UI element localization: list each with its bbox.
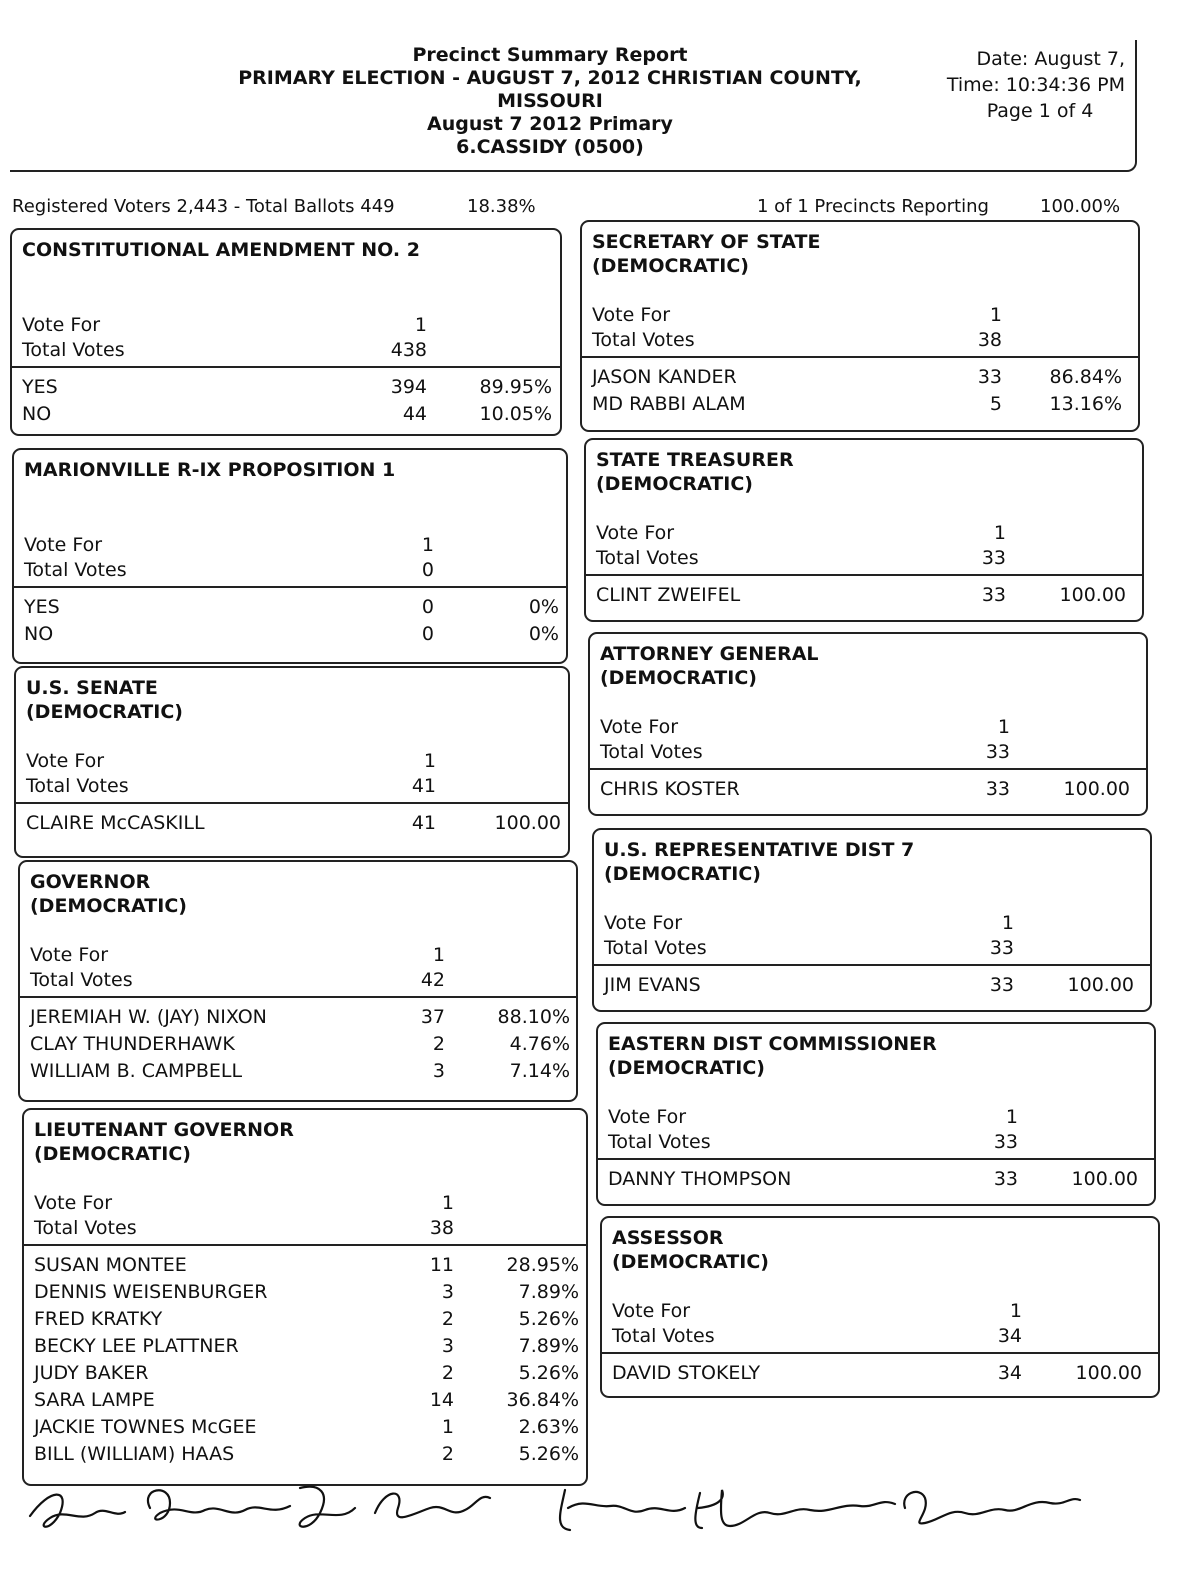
total-votes-row (602, 1325, 1158, 1351)
candidate-row-percent: 100.00 (1075, 1362, 1142, 1384)
candidate-row-label: YES (24, 596, 60, 618)
report-date: Date: August 7, (976, 48, 1125, 70)
contest-title: CONSTITUTIONAL AMENDMENT NO. 2 (22, 239, 420, 261)
candidate-row (12, 376, 560, 402)
handwritten-signatures (20, 1468, 1120, 1558)
candidate-row-votes: 34 (997, 1362, 1022, 1384)
report-time: Time: 10:34:36 PM (946, 74, 1125, 96)
contest-title: MARIONVILLE R-IX PROPOSITION 1 (24, 459, 396, 481)
contest-title: LIEUTENANT GOVERNOR (DEMOCRATIC) (34, 1119, 294, 1165)
vote-for-row (582, 304, 1138, 330)
candidate-row-percent: 100.00 (1067, 974, 1134, 996)
total-votes-row-votes: 34 (997, 1325, 1022, 1347)
candidate-row (590, 778, 1146, 804)
candidate-row-percent: 7.89% (518, 1335, 579, 1357)
vote-for-row-label: Vote For (612, 1300, 691, 1322)
total-votes-row-votes: 33 (989, 937, 1014, 959)
candidate-row-label: NO (22, 403, 52, 425)
candidate-row-label: CLAY THUNDERHAWK (30, 1033, 235, 1055)
candidate-row-label: SARA LAMPE (34, 1389, 155, 1411)
contest-box (596, 1022, 1156, 1206)
candidate-row-percent: 88.10% (497, 1006, 570, 1028)
vote-for-row-votes: 1 (1009, 1300, 1022, 1322)
vote-for-row (12, 314, 560, 340)
candidate-row-votes: 14 (429, 1389, 454, 1411)
total-votes-row-votes: 38 (429, 1217, 454, 1239)
total-votes-row-label: Total Votes (26, 775, 129, 797)
candidate-row-percent: 86.84% (1049, 366, 1122, 388)
vote-for-row-votes: 1 (1001, 912, 1014, 934)
contest-title: ATTORNEY GENERAL (DEMOCRATIC) (600, 643, 819, 689)
candidate-row-votes: 3 (441, 1281, 454, 1303)
candidate-row-percent: 100.00 (1059, 584, 1126, 606)
total-votes-row-label: Total Votes (34, 1217, 137, 1239)
candidate-row (20, 1033, 576, 1059)
candidate-row-votes: 3 (432, 1060, 445, 1082)
vote-for-row-votes: 1 (432, 944, 445, 966)
candidate-row-votes: 33 (981, 584, 1006, 606)
vote-for-row-votes: 1 (1005, 1106, 1018, 1128)
vote-for-row-label: Vote For (24, 534, 103, 556)
total-votes-row-votes: 33 (985, 741, 1010, 763)
candidate-row-percent: 5.26% (518, 1362, 579, 1384)
contest-box (584, 438, 1144, 622)
candidate-row-percent: 5.26% (518, 1443, 579, 1465)
total-votes-row-votes: 41 (411, 775, 436, 797)
candidate-row-percent: 100.00 (494, 812, 561, 834)
candidate-row-label: JIM EVANS (604, 974, 701, 996)
candidate-row-percent: 100.00 (1063, 778, 1130, 800)
contest-divider (598, 1158, 1154, 1160)
candidate-row (14, 623, 566, 649)
vote-for-row-votes: 1 (989, 304, 1002, 326)
total-votes-row (594, 937, 1150, 963)
candidate-row-percent: 7.14% (509, 1060, 570, 1082)
candidate-row (594, 974, 1150, 1000)
total-votes-row-label: Total Votes (612, 1325, 715, 1347)
total-votes-row (12, 339, 560, 365)
vote-for-row-votes: 1 (423, 750, 436, 772)
candidate-row-votes: 3 (441, 1335, 454, 1357)
total-votes-row-votes: 38 (977, 329, 1002, 351)
contest-divider (12, 366, 560, 368)
candidate-row-votes: 41 (411, 812, 436, 834)
candidate-row (24, 1362, 586, 1388)
contest-box (592, 828, 1152, 1012)
vote-for-row-label: Vote For (608, 1106, 687, 1128)
vote-for-row-votes: 1 (414, 314, 427, 336)
candidate-row (24, 1389, 586, 1415)
vote-for-row (16, 750, 568, 776)
contest-divider (590, 768, 1146, 770)
candidate-row-votes: 2 (441, 1362, 454, 1384)
candidate-row-label: BILL (WILLIAM) HAAS (34, 1443, 235, 1465)
candidate-row (24, 1416, 586, 1442)
candidate-row-votes: 2 (441, 1443, 454, 1465)
contest-divider (14, 586, 566, 588)
candidate-row (586, 584, 1142, 610)
precinct-name: 6.CASSIDY (0500) (456, 136, 644, 158)
vote-for-row-votes: 1 (997, 716, 1010, 738)
total-votes-row-votes: 438 (390, 339, 427, 361)
contest-title: SECRETARY OF STATE (DEMOCRATIC) (592, 231, 821, 277)
precincts-reporting: 1 of 1 Precincts Reporting (757, 196, 989, 217)
vote-for-row-votes: 1 (421, 534, 434, 556)
vote-for-row-label: Vote For (596, 522, 675, 544)
candidate-row-votes: 2 (441, 1308, 454, 1330)
candidate-row (12, 403, 560, 429)
total-votes-row-votes: 33 (981, 547, 1006, 569)
contest-box (580, 220, 1140, 432)
contest-box (22, 1108, 588, 1486)
total-votes-row (16, 775, 568, 801)
total-votes-row-label: Total Votes (600, 741, 703, 763)
candidate-row-label: BECKY LEE PLATTNER (34, 1335, 239, 1357)
report-title-block (210, 44, 890, 159)
candidate-row-label: WILLIAM B. CAMPBELL (30, 1060, 243, 1082)
candidate-row-votes: 33 (977, 366, 1002, 388)
total-votes-row-votes: 0 (421, 559, 434, 581)
candidate-row-label: CLAIRE McCASKILL (26, 812, 205, 834)
report-header (10, 40, 1137, 172)
contest-title: EASTERN DIST COMMISSIONER (DEMOCRATIC) (608, 1033, 937, 1079)
registered-voters: Registered Voters 2,443 - Total Ballots 449 (12, 196, 395, 217)
vote-for-row (14, 534, 566, 560)
candidate-row-votes: 0 (421, 596, 434, 618)
total-votes-row-label: Total Votes (24, 559, 127, 581)
contest-divider (594, 964, 1150, 966)
total-votes-row-label: Total Votes (22, 339, 125, 361)
candidate-row-percent: 0% (528, 596, 559, 618)
contest-divider (16, 802, 568, 804)
contest-divider (20, 996, 576, 998)
candidate-row-percent: 0% (528, 623, 559, 645)
turnout-percent: 18.38% (467, 196, 536, 217)
contest-box (14, 666, 570, 858)
election-name: PRIMARY ELECTION - AUGUST 7, 2012 CHRISTIAN COUNTY, (238, 67, 862, 89)
contest-box (588, 632, 1148, 816)
candidate-row-label: SUSAN MONTEE (34, 1254, 187, 1276)
contest-title: U.S. SENATE (DEMOCRATIC) (26, 677, 183, 723)
candidate-row-label: CLINT ZWEIFEL (596, 584, 741, 606)
contest-divider (602, 1352, 1158, 1354)
candidate-row-votes: 5 (989, 393, 1002, 415)
report-meta (915, 46, 1125, 124)
contest-title: U.S. REPRESENTATIVE DIST 7 (DEMOCRATIC) (604, 839, 915, 885)
contest-box (10, 228, 562, 436)
contest-title: STATE TREASURER (DEMOCRATIC) (596, 449, 794, 495)
candidate-row-percent: 2.63% (518, 1416, 579, 1438)
candidate-row-label: MD RABBI ALAM (592, 393, 746, 415)
candidate-row-votes: 1 (441, 1416, 454, 1438)
contest-title: GOVERNOR (DEMOCRATIC) (30, 871, 187, 917)
vote-for-row-votes: 1 (441, 1192, 454, 1214)
vote-for-row-label: Vote For (600, 716, 679, 738)
candidate-row-votes: 37 (420, 1006, 445, 1028)
candidate-row (582, 393, 1138, 419)
total-votes-row (590, 741, 1146, 767)
candidate-row-votes: 2 (432, 1033, 445, 1055)
total-votes-row-label: Total Votes (30, 969, 133, 991)
contest-box (600, 1216, 1160, 1398)
candidate-row-percent: 28.95% (506, 1254, 579, 1276)
candidate-row (24, 1254, 586, 1280)
signature-area (20, 1468, 1120, 1558)
candidate-row-votes: 33 (985, 778, 1010, 800)
total-votes-row-label: Total Votes (604, 937, 707, 959)
candidate-row (16, 812, 568, 838)
report-title: Precinct Summary Report (412, 44, 688, 66)
candidate-row-label: NO (24, 623, 54, 645)
contest-divider (586, 574, 1142, 576)
contest-divider (582, 356, 1138, 358)
candidate-row-votes: 0 (421, 623, 434, 645)
contest-title: ASSESSOR (DEMOCRATIC) (612, 1227, 769, 1273)
total-votes-row (24, 1217, 586, 1243)
candidate-row-votes: 11 (429, 1254, 454, 1276)
vote-for-row-label: Vote For (26, 750, 105, 772)
candidate-row-label: JEREMIAH W. (JAY) NIXON (30, 1006, 267, 1028)
vote-for-row (598, 1106, 1154, 1132)
total-votes-row-label: Total Votes (608, 1131, 711, 1153)
candidate-row (24, 1281, 586, 1307)
candidate-row-label: JUDY BAKER (34, 1362, 149, 1384)
election-subtitle: August 7 2012 Primary (427, 113, 673, 135)
candidate-row-percent: 4.76% (509, 1033, 570, 1055)
candidate-row-votes: 394 (390, 376, 427, 398)
candidate-row (598, 1168, 1154, 1194)
vote-for-row (590, 716, 1146, 742)
total-votes-row (598, 1131, 1154, 1157)
candidate-row-percent: 13.16% (1049, 393, 1122, 415)
vote-for-row-label: Vote For (592, 304, 671, 326)
candidate-row (20, 1006, 576, 1032)
precincts-percent: 100.00% (1040, 196, 1121, 217)
total-votes-row (582, 329, 1138, 355)
candidate-row-percent: 100.00 (1071, 1168, 1138, 1190)
contest-box (18, 860, 578, 1102)
candidate-row-percent: 5.26% (518, 1308, 579, 1330)
total-votes-row-votes: 42 (420, 969, 445, 991)
candidate-row-label: DENNIS WEISENBURGER (34, 1281, 268, 1303)
vote-for-row-label: Vote For (30, 944, 109, 966)
candidate-row-label: DAVID STOKELY (612, 1362, 761, 1384)
vote-for-row-label: Vote For (22, 314, 101, 336)
vote-for-row-label: Vote For (34, 1192, 113, 1214)
candidate-row (20, 1060, 576, 1086)
candidate-row (24, 1335, 586, 1361)
candidate-row (602, 1362, 1158, 1388)
candidate-row (582, 366, 1138, 392)
candidate-row-label: DANNY THOMPSON (608, 1168, 792, 1190)
contest-box (12, 448, 568, 664)
candidate-row-label: YES (22, 376, 58, 398)
total-votes-row (14, 559, 566, 585)
candidate-row-label: JACKIE TOWNES McGEE (34, 1416, 257, 1438)
candidate-row-percent: 10.05% (479, 403, 552, 425)
candidate-row-percent: 7.89% (518, 1281, 579, 1303)
total-votes-row-label: Total Votes (596, 547, 699, 569)
candidate-row (24, 1443, 586, 1469)
vote-for-row-label: Vote For (604, 912, 683, 934)
candidate-row (24, 1308, 586, 1334)
candidate-row (14, 596, 566, 622)
vote-for-row (20, 944, 576, 970)
candidate-row-percent: 36.84% (506, 1389, 579, 1411)
candidate-row-votes: 33 (989, 974, 1014, 996)
election-state: MISSOURI (497, 90, 603, 112)
total-votes-row (20, 969, 576, 995)
candidate-row-label: FRED KRATKY (34, 1308, 163, 1330)
vote-for-row (24, 1192, 586, 1218)
total-votes-row-label: Total Votes (592, 329, 695, 351)
candidate-row-label: JASON KANDER (592, 366, 737, 388)
candidate-row-label: CHRIS KOSTER (600, 778, 740, 800)
vote-for-row (594, 912, 1150, 938)
page-number: Page 1 of 4 (986, 100, 1094, 122)
vote-for-row-votes: 1 (993, 522, 1006, 544)
vote-for-row (586, 522, 1142, 548)
total-votes-row-votes: 33 (993, 1131, 1018, 1153)
candidate-row-votes: 44 (402, 403, 427, 425)
candidate-row-votes: 33 (993, 1168, 1018, 1190)
total-votes-row (586, 547, 1142, 573)
candidate-row-percent: 89.95% (479, 376, 552, 398)
contest-divider (24, 1244, 586, 1246)
vote-for-row (602, 1300, 1158, 1326)
